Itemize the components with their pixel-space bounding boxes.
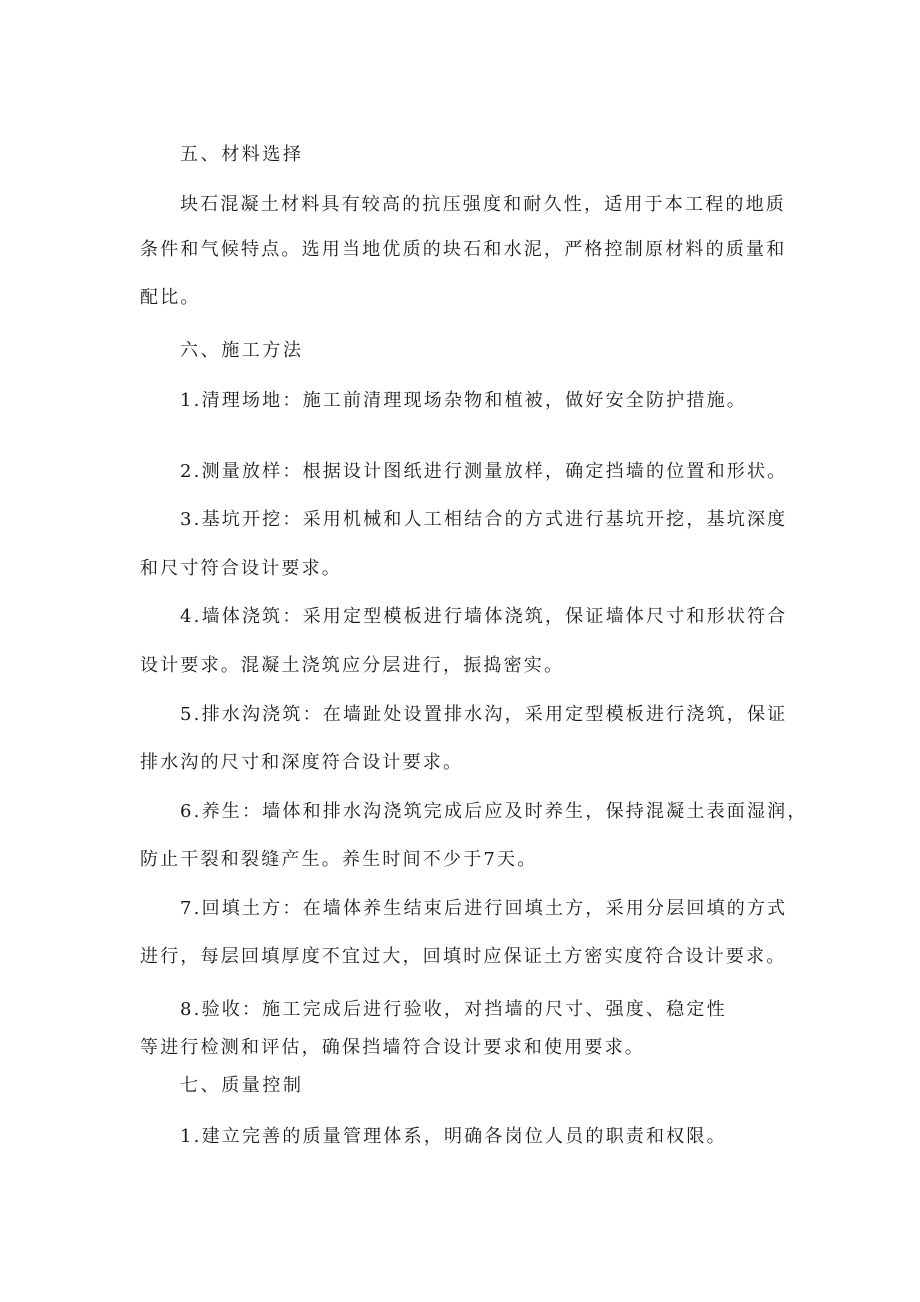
list-item-line: 进行，每层回填厚度不宜过大，回填时应保证土方密实度符合设计要求。 (140, 946, 787, 967)
paragraph-line: 条件和气候特点。选用当地优质的块石和水泥，严格控制原材料的质量和 (140, 239, 787, 260)
list-item-line: 8.验收：施工完成后进行验收，对挡墙的尺寸、强度、稳定性 (180, 999, 727, 1020)
list-item-line: 排水沟的尺寸和深度符合设计要求。 (140, 752, 464, 773)
list-item-line: 设计要求。混凝土浇筑应分层进行，振捣密实。 (140, 655, 565, 676)
list-item-line: 1.清理场地：施工前清理现场杂物和植被，做好安全防护措施。 (180, 390, 747, 411)
list-item-line: 6.养生：墙体和排水沟浇筑完成后应及时养生，保持混凝土表面湿润， (180, 801, 808, 822)
paragraph-line: 配比。 (140, 287, 201, 308)
list-item-line: 1.建立完善的质量管理体系，明确各岗位人员的职责和权限。 (180, 1126, 727, 1147)
list-item-line: 5.排水沟浇筑：在墙趾处设置排水沟，采用定型模板进行浇筑，保证 (180, 704, 788, 725)
list-item-line: 2.测量放样：根据设计图纸进行测量放样，确定挡墙的位置和形状。 (180, 461, 788, 482)
paragraph-line: 块石混凝土材料具有较高的抗压强度和耐久性，适用于本工程的地质 (180, 194, 786, 215)
list-item-line: 4.墙体浇筑：采用定型模板进行墙体浇筑，保证墙体尺寸和形状符合 (180, 606, 788, 627)
list-item-line: 3.基坑开挖：采用机械和人工相结合的方式进行基坑开挖，基坑深度 (180, 509, 788, 530)
list-item-line: 7.回填土方：在墙体养生结束后进行回填土方，采用分层回填的方式 (180, 898, 788, 919)
section-heading-quality: 七、质量控制 (180, 1075, 304, 1096)
list-item-line: 防止干裂和裂缝产生。养生时间不少于7天。 (140, 849, 538, 870)
list-item-line: 等进行检测和评估，确保挡墙符合设计要求和使用要求。 (140, 1037, 645, 1058)
list-item-line: 和尺寸符合设计要求。 (140, 558, 342, 579)
section-heading-methods: 六、施工方法 (180, 340, 304, 361)
section-heading-materials: 五、材料选择 (180, 144, 304, 165)
